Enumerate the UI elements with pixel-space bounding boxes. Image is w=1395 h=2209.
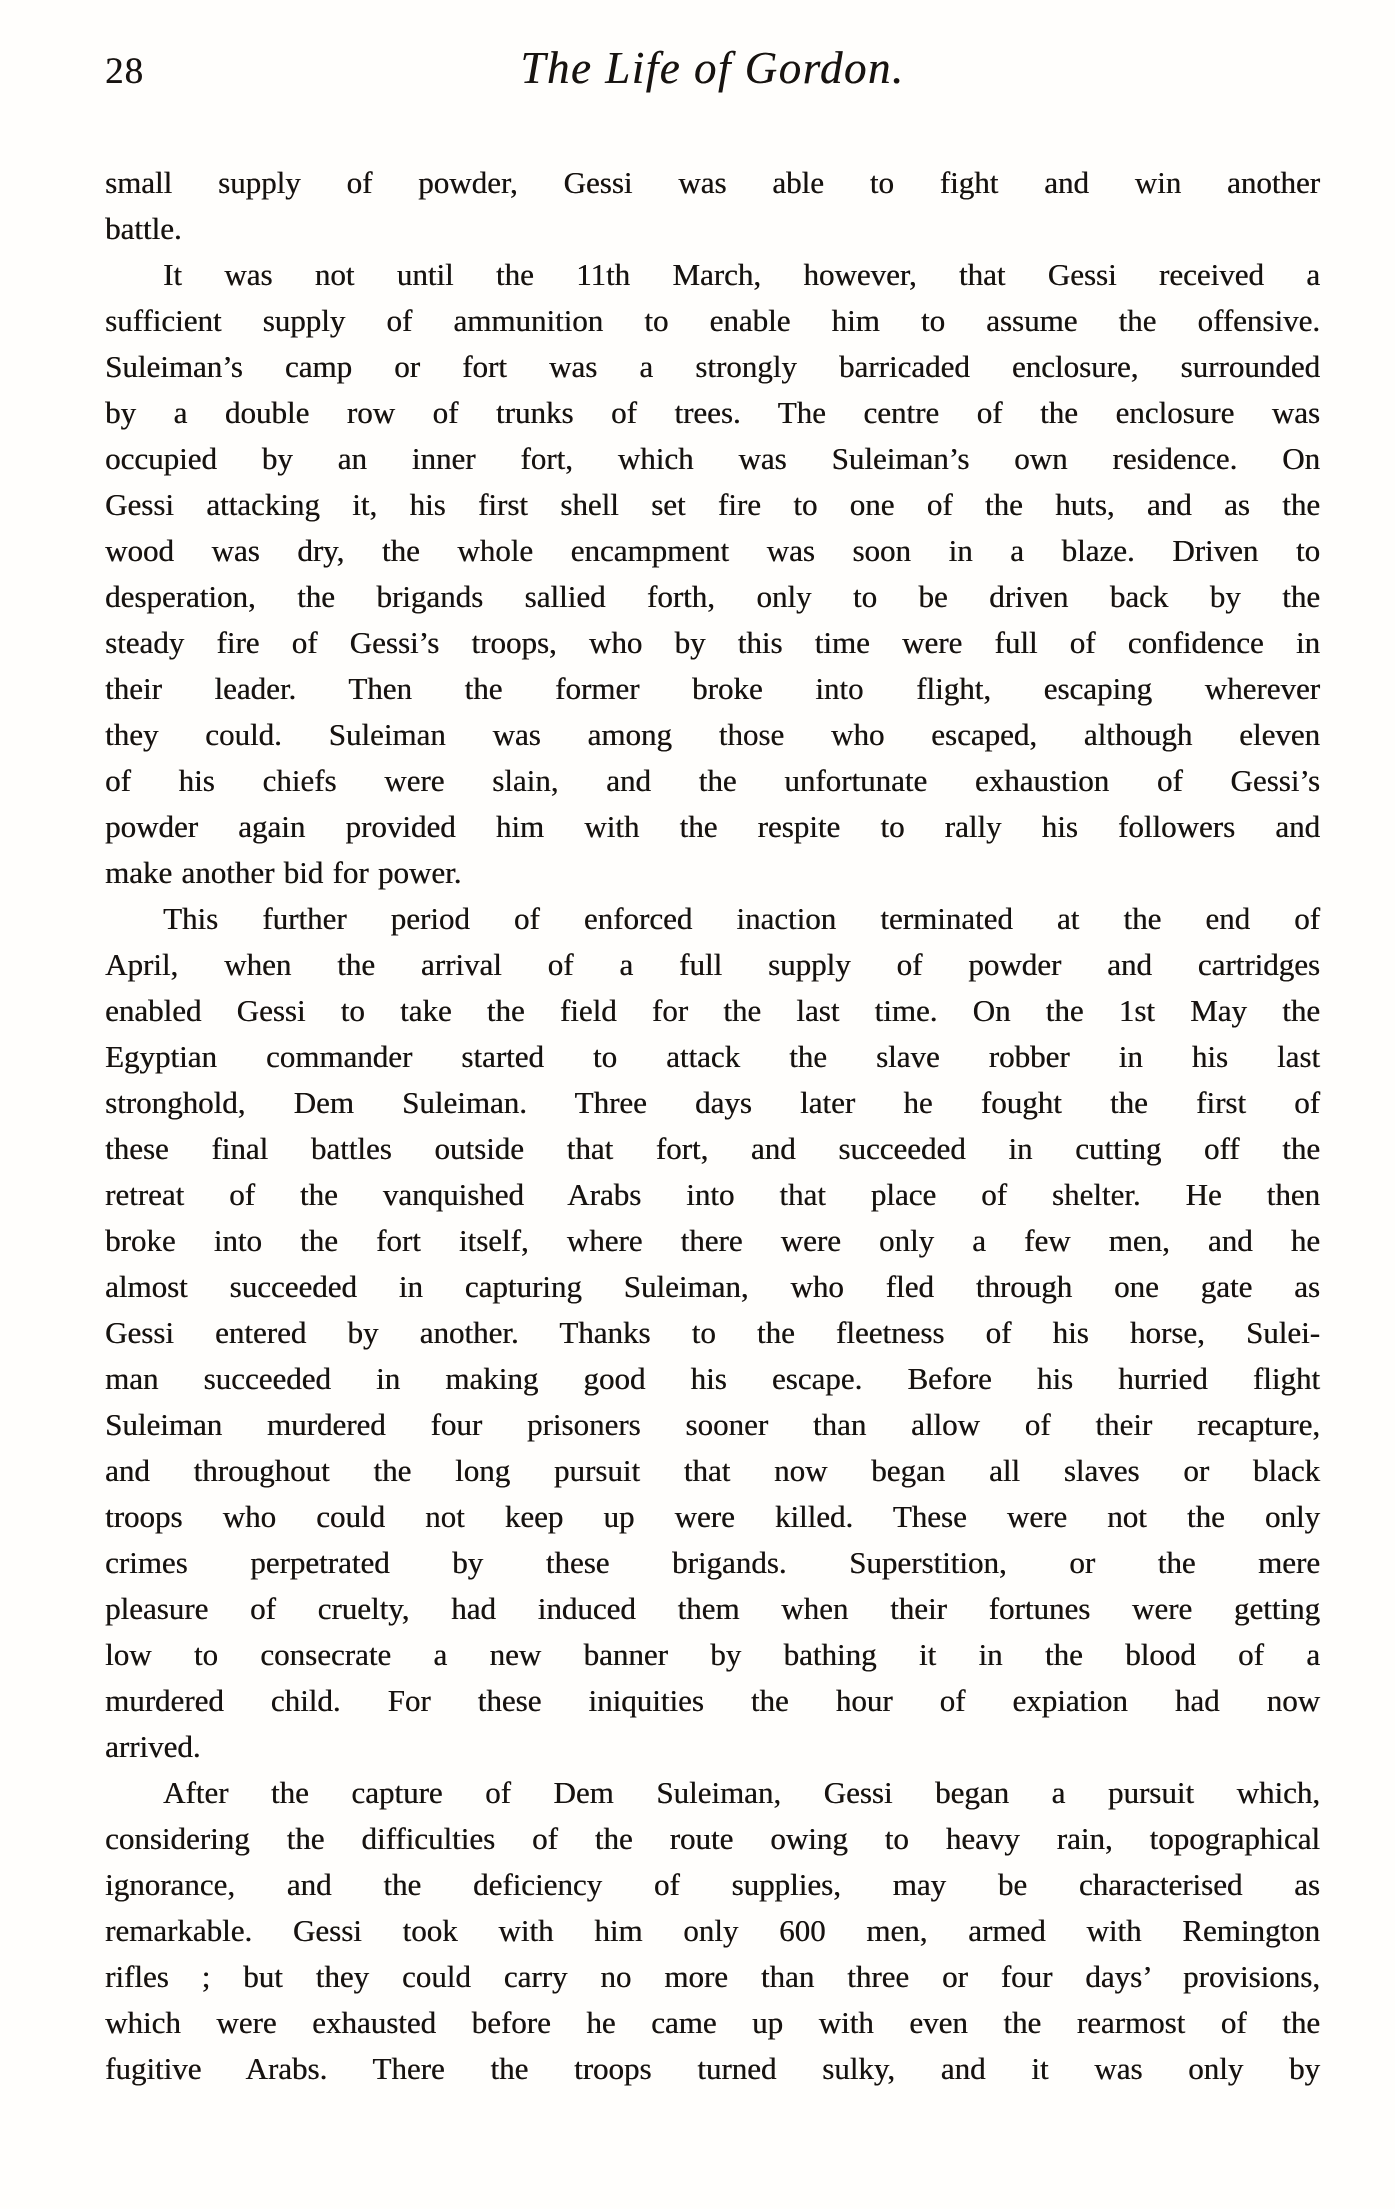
text-line: Gessi entered by another. Thanks to the fleetness of his horse, Sulei- [105,1315,1320,1350]
text-line: broke into the fort itself, where there were only a few men, and he [105,1223,1320,1258]
text-line: stronghold, Dem Suleiman. Three days later he fought the first of [105,1085,1320,1120]
text-line: remarkable. Gessi took with him only 600 men, armed with Remington [105,1913,1320,1948]
text-line: powder again provided him with the respite to rally his followers and [105,809,1320,844]
text-line: low to consecrate a new banner by bathing it in the blood of a [105,1637,1320,1672]
paragraph [105,1770,1320,2092]
page-body [105,160,1320,2092]
text-line: steady fire of Gessi’s troops, who by this time were full of confidence in [105,625,1320,660]
text-line: Suleiman’s camp or fort was a strongly barricaded enclosure, surrounded [105,349,1320,384]
text-line: almost succeeded in capturing Suleiman, who fled through one gate as [105,1269,1320,1304]
text-line: Gessi attacking it, his first shell set fire to one of the huts, and as the [105,487,1320,522]
text-line: these final battles outside that fort, and succeeded in cutting off the [105,1131,1320,1166]
text-line: troops who could not keep up were killed. These were not the only [105,1499,1320,1534]
text-line: retreat of the vanquished Arabs into that place of shelter. He then [105,1177,1320,1212]
paragraph [105,896,1320,1770]
text-line: wood was dry, the whole encampment was soon in a blaze. Driven to [105,533,1320,568]
text-line: This further period of enforced inaction terminated at the end of [163,901,1320,936]
text-line: rifles ; but they could carry no more than three or four days’ provisions, [105,1959,1320,1994]
text-line: which were exhausted before he came up with even the rearmost of the [105,2005,1320,2040]
text-line: occupied by an inner fort, which was Suleiman’s own residence. On [105,441,1320,476]
text-line: their leader. Then the former broke into flight, escaping wherever [105,671,1320,706]
text-line: sufficient supply of ammunition to enable him to assume the offensive. [105,303,1320,338]
text-line: by a double row of trunks of trees. The centre of the enclosure was [105,395,1320,430]
text-line: make another bid for power. [105,855,462,890]
text-line: enabled Gessi to take the field for the last time. On the 1st May the [105,993,1320,1028]
text-line: Egyptian commander started to attack the slave robber in his last [105,1039,1320,1074]
text-line: arrived. [105,1729,201,1764]
text-line: After the capture of Dem Suleiman, Gessi began a pursuit which, [163,1775,1320,1810]
page-header [105,42,1320,102]
running-title: The Life of Gordon. [520,43,905,93]
text-line: murdered child. For these iniquities the hour of expiation had now [105,1683,1320,1718]
paragraph [105,160,1320,252]
text-line: crimes perpetrated by these brigands. Superstition, or the mere [105,1545,1320,1580]
text-line: desperation, the brigands sallied forth, only to be driven back by the [105,579,1320,614]
text-line: pleasure of cruelty, had induced them when their fortunes were getting [105,1591,1320,1626]
text-line: battle. [105,211,182,246]
text-line: they could. Suleiman was among those who escaped, although eleven [105,717,1320,752]
page-number: 28 [105,51,144,92]
text-line: ignorance, and the deficiency of supplies, may be characterised as [105,1867,1320,1902]
text-line: It was not until the 11th March, however, that Gessi received a [163,257,1320,292]
text-line: Suleiman murdered four prisoners sooner than allow of their recapture, [105,1407,1320,1442]
text-line: small supply of powder, Gessi was able to fight and win another [105,165,1320,200]
text-line: and throughout the long pursuit that now began all slaves or black [105,1453,1320,1488]
text-line: fugitive Arabs. There the troops turned sulky, and it was only by [105,2051,1320,2086]
text-line: April, when the arrival of a full supply of powder and cartridges [105,947,1320,982]
text-line: of his chiefs were slain, and the unfortunate exhaustion of Gessi’s [105,763,1320,798]
text-line: man succeeded in making good his escape. Before his hurried flight [105,1361,1320,1396]
text-line: considering the difficulties of the route owing to heavy rain, topographical [105,1821,1320,1856]
paragraph [105,252,1320,896]
